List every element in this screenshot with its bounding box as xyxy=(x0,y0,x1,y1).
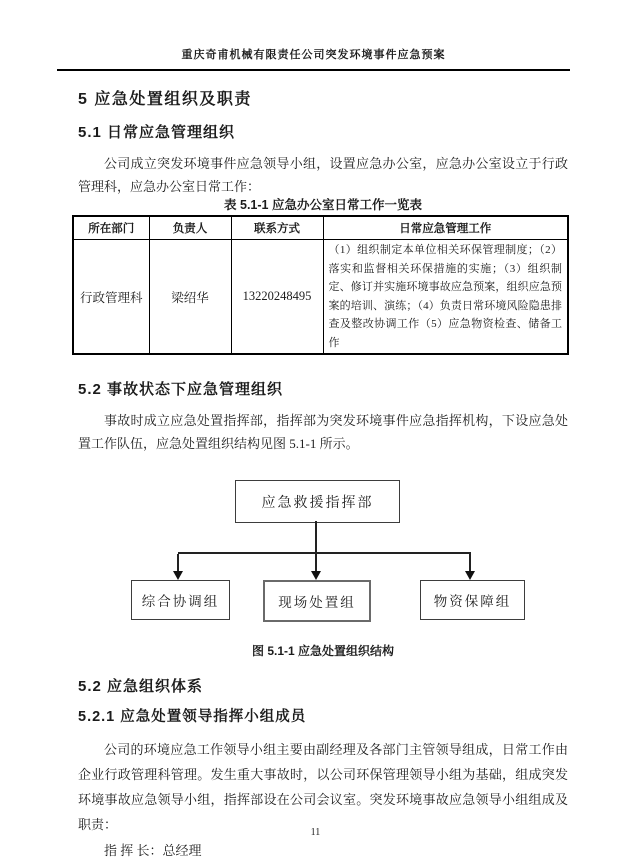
org-chart-root-node: 应急救援指挥部 xyxy=(235,480,400,523)
section-5-heading: 5 应急处置组织及职责 xyxy=(78,91,252,108)
section-5-2-system-heading: 5.2 应急组织体系 xyxy=(78,678,204,695)
section-5-1-paragraph: 公司成立突发环境事件应急领导小组，设置应急办公室，应急办公室设立于行政管理科，应急办公室日常工作： xyxy=(78,156,568,194)
connector-stem-right xyxy=(469,554,471,572)
table-header-row xyxy=(73,216,568,240)
cell-department: 行政管理科 xyxy=(73,240,149,355)
cell-person: 梁绍华 xyxy=(149,240,231,355)
org-chart-child-coordination: 综合协调组 xyxy=(131,580,230,620)
section-5-2-1-paragraph: 公司的环境应急工作领导小组主要由副经理及各部门主管领导组成，日常工作由企业行政管理科管理。发生重大事故时，以公司环保管理领导小组为基础，组成突发环境事故应急领导小组，指挥部设在公司会议室。突发环境事故应急领导小组组成及职责： xyxy=(78,742,568,832)
daily-work-table xyxy=(72,215,569,355)
arrow-down-icon xyxy=(173,571,183,580)
column-header-phone: 联系方式 xyxy=(231,216,323,240)
connector-vertical-root xyxy=(315,521,317,553)
column-header-person: 负责人 xyxy=(149,216,231,240)
page-number: 11 xyxy=(310,827,321,838)
table-caption: 表 5.1-1 应急办公室日常工作一览表 xyxy=(224,198,422,212)
section-5-2-1-heading: 5.2.1 应急处置领导指挥小组成员 xyxy=(78,709,307,725)
cell-phone: 13220248495 xyxy=(231,240,323,355)
connector-stem-center xyxy=(315,554,317,572)
column-header-department: 所在部门 xyxy=(73,216,149,240)
section-5-1-heading: 5.1 日常应急管理组织 xyxy=(78,124,236,141)
table-row xyxy=(73,240,568,355)
section-5-2-accident-heading: 5.2 事故状态下应急管理组织 xyxy=(78,381,284,398)
org-chart-child-supplies: 物资保障组 xyxy=(420,580,525,620)
org-chart-child-onsite: 现场处置组 xyxy=(263,580,371,622)
connector-stem-left xyxy=(177,554,179,572)
running-header-title: 重庆奇甫机械有限责任公司突发环境事件应急预案 xyxy=(57,46,570,71)
page-content xyxy=(78,80,568,858)
column-header-duties: 日常应急管理工作 xyxy=(323,216,568,240)
arrow-down-icon xyxy=(465,571,475,580)
figure-caption: 图 5.1-1 应急处置组织结构 xyxy=(251,644,395,658)
commander-line: 指 挥 长：总经理 xyxy=(104,843,202,858)
connector-horizontal-span xyxy=(178,552,471,554)
org-chart xyxy=(78,474,568,624)
section-5-2-accident-paragraph: 事故时成立应急处置指挥部，指挥部为突发环境事件应急指挥机构，下设应急处置工作队伍，应急处置组织结构见图 5.1-1 所示。 xyxy=(78,413,568,451)
arrow-down-icon xyxy=(311,571,321,580)
cell-duties: （1）组织制定本单位相关环保管理制度；（2）落实和监督相关环保措施的实施；（3）组织制定、修订并实施环境事故应急预案，组织应急预案的培训、演练；（4）负责日常环境风险隐患排查及整改协调工作（5）应急物资检查、储备工作 xyxy=(323,240,568,355)
